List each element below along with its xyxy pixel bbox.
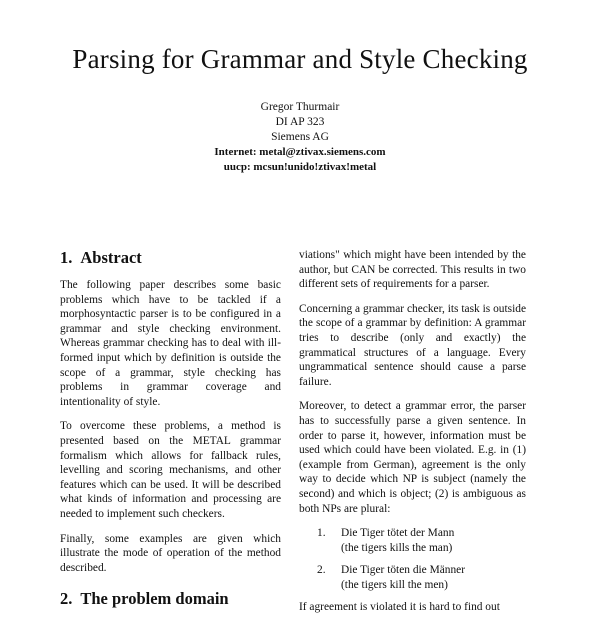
example-sentence: Die Tiger tötet der Mann	[341, 527, 455, 540]
right-column	[299, 248, 526, 625]
body-paragraph: Concerning a grammar checker, its task is outside the scope of a grammar by definition: A grammar tries to describe (only and exactly) the grammatical structures of a language. Every ungrammatical sentence should cause a parse failure.	[299, 302, 526, 388]
example-gloss: (the tigers kill the men)	[341, 578, 448, 591]
abstract-paragraph: The following paper describes some basic problems which have to be tackled if a morphosyntactic parser is to be configured in a grammar and style checking environment. Whereas grammar checking has to deal with ill-formed input which by definition is outside the scope of a grammar, style checking has problems in grammar coverage and intentionality of style.	[60, 279, 281, 408]
paper-title: Parsing for Grammar and Style Checking	[72, 44, 528, 74]
problem-domain-heading	[60, 589, 281, 609]
abstract-number: 1.	[60, 248, 73, 267]
body-paragraph: If agreement is violated it is hard to find out	[299, 601, 500, 614]
problem-domain-number: 2.	[60, 589, 73, 609]
author-name: Gregor Thurmair	[260, 101, 340, 113]
author-internet: Internet: metal@ztivax.siemens.com	[214, 146, 386, 158]
example-list	[317, 526, 526, 592]
body-paragraph: Moreover, to detect a grammar error, the parser has to successfully parse a given sentence. In order to parse it, however, information must be used which could have been violated. E.g. in (1) (example from German), agreement is the only way to decide which NP is subject (namely the second) and which is object; (2) is ambiguous as both NPs are plural:	[299, 400, 526, 515]
author-dept: DI AP 323	[275, 116, 325, 128]
problem-domain-title: The problem domain	[80, 589, 229, 609]
example-item	[317, 563, 526, 592]
left-column	[60, 248, 281, 619]
abstract-title: Abstract	[80, 248, 142, 267]
author-org: Siemens AG	[271, 131, 329, 143]
body-paragraph: viations" which might have been intended by the author, but CAN be corrected. This results in two different sets of requirements for a parser.	[299, 249, 526, 291]
abstract-paragraph: Finally, some examples are given which illustrate the mode of operation of the method described.	[60, 532, 281, 574]
abstract-heading	[60, 248, 281, 268]
abstract-paragraph: To overcome these problems, a method is presented based on the METAL grammar formalism which allows for fallback rules, levelling and scoring mechanisms, and other features which can be used. It will be described what kinds of information and processing are needed to implement such checkers.	[60, 420, 281, 520]
example-number: 2.	[317, 564, 326, 577]
example-gloss: (the tigers kills the man)	[341, 541, 453, 554]
example-number: 1.	[317, 527, 326, 540]
author-uucp: uucp: mcsun!unido!ztivax!metal	[223, 161, 377, 173]
author-block	[0, 100, 600, 175]
example-item	[317, 526, 526, 555]
example-sentence: Die Tiger töten die Männer	[341, 564, 466, 577]
